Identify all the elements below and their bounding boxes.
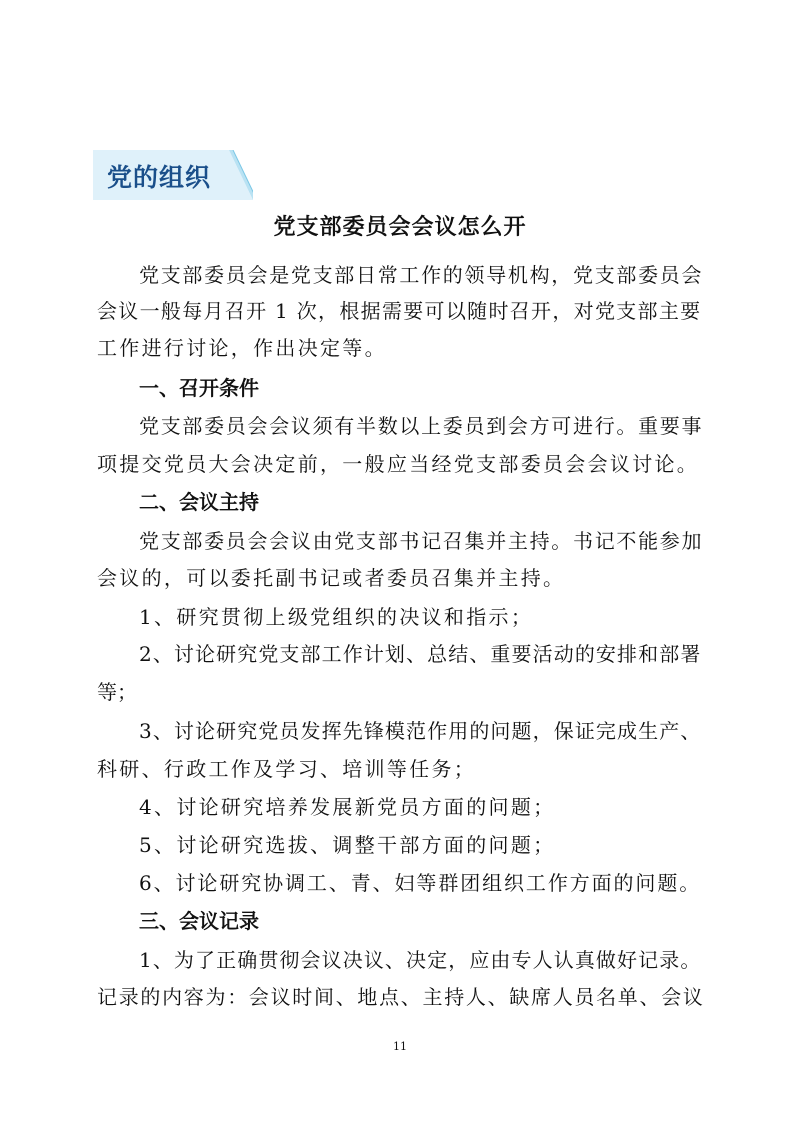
section-heading-1: 一、召开条件 [139,376,259,400]
list-item: 3、讨论研究党员发挥先锋模范作用的问题，保证完成生产、 [139,719,702,743]
list-item-continuation: 科研、行政工作及学习、培训等任务； [97,757,477,781]
list-item: 1、研究贯彻上级党组织的决议和指示； [139,605,534,629]
document-title: 党支部委员会会议怎么开 [273,215,527,240]
body-line: 会议一般每月召开 1 次，根据需要可以随时召开，对党支部主要 [97,299,702,323]
list-item-continuation: 等； [97,680,137,704]
body-line: 工作进行讨论，作出决定等。 [97,336,387,360]
list-item: 4、讨论研究培养发展新党员方面的问题； [139,795,556,819]
section-heading-2: 二、会议主持 [139,490,259,514]
section-tab [93,150,253,200]
section-tab-label: 党的组织 [107,163,212,192]
body-line: 党支部委员会会议由党支部书记召集并主持。书记不能参加 [139,529,704,553]
body-line: 党支部委员会会议须有半数以上委员到会方可进行。重要事 [139,414,704,438]
body-line: 1、为了正确贯彻会议决议、决定，应由专人认真做好记录。 [139,948,702,972]
section-heading-3: 三、会议记录 [139,909,259,933]
page-number: 11 [393,1040,407,1053]
list-item: 5、讨论研究选拔、调整干部方面的问题； [139,833,556,857]
body-line: 记录的内容为：会议时间、地点、主持人、缺席人员名单、会议 [97,985,705,1009]
body-line: 党支部委员会是党支部日常工作的领导机构，党支部委员会 [139,263,704,287]
list-item: 6、讨论研究协调工、青、妇等群团组织工作方面的问题。 [139,871,702,895]
body-line: 会议的，可以委托副书记或者委员召集并主持。 [97,566,566,590]
body-line: 项提交党员大会决定前，一般应当经党支部委员会会议讨论。 [97,452,700,476]
list-item: 2、讨论研究党支部工作计划、总结、重要活动的安排和部署 [139,642,702,666]
